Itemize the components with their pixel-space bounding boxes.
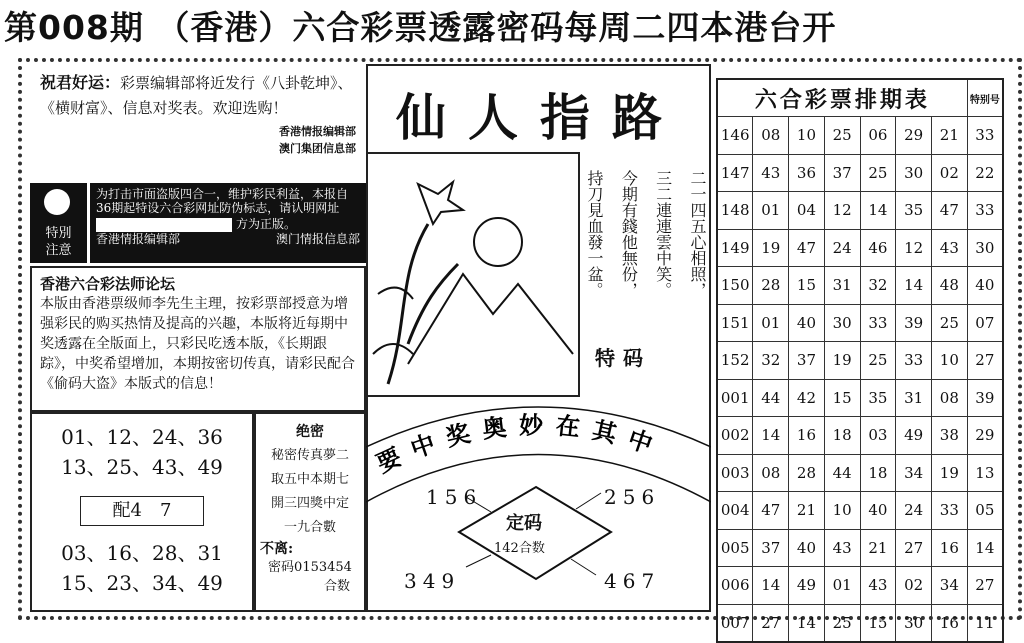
fixed-code-area bbox=[366, 397, 711, 612]
table-row bbox=[717, 417, 1003, 455]
notice-tag-line: 特別 bbox=[45, 226, 72, 241]
number-cell: 13 bbox=[967, 454, 1003, 492]
number-cell: 37 bbox=[789, 342, 825, 380]
notice-tag-line: 注意 bbox=[45, 243, 72, 258]
table-row bbox=[717, 454, 1003, 492]
number-cell: 33 bbox=[967, 192, 1003, 230]
number-cell: 33 bbox=[967, 117, 1003, 155]
number-cell: 47 bbox=[931, 192, 967, 230]
number-cell: 31 bbox=[824, 267, 860, 305]
poem bbox=[583, 170, 708, 350]
number-cell: 37 bbox=[753, 529, 789, 567]
number-cell: 07 bbox=[967, 304, 1003, 342]
forum-body: 本版由香港票级师李先生主理，按彩票部授意为增强彩民的购买热情及提高的兴趣，本版将近每期中奖透露在全版面上，只彩民吃透本版，《长期跟踪》，中奖希望增加，本期按密切传真，请彩民配合《偷码大盗》本版式的信息！ bbox=[40, 296, 355, 392]
number-cell: 08 bbox=[753, 454, 789, 492]
number-cell: 40 bbox=[789, 529, 825, 567]
table-row bbox=[717, 342, 1003, 380]
secret-code: 密码0153454 bbox=[268, 560, 352, 575]
table-row bbox=[717, 567, 1003, 605]
bulb-icon bbox=[44, 189, 70, 215]
notice-sign-2: 澳门情报信息部 bbox=[275, 231, 360, 246]
number-cell: 47 bbox=[753, 492, 789, 530]
number-cell: 16 bbox=[789, 417, 825, 455]
number-cell: 25 bbox=[824, 604, 860, 642]
poem-line: 今期有錢他無份， bbox=[619, 170, 639, 298]
number-cell: 05 bbox=[967, 492, 1003, 530]
secret-label: 不离: bbox=[260, 541, 294, 557]
issue-cell: 152 bbox=[717, 342, 753, 380]
number-line: 13、25、43、49 bbox=[61, 455, 223, 479]
issue-cell: 147 bbox=[717, 154, 753, 192]
number-cell: 30 bbox=[824, 304, 860, 342]
middle-title: 仙人指路 bbox=[396, 88, 684, 147]
number-cell: 08 bbox=[753, 117, 789, 155]
number-cell: 36 bbox=[789, 154, 825, 192]
number-cell: 19 bbox=[824, 342, 860, 380]
schedule-title: 六合彩票排期表 bbox=[717, 79, 967, 117]
number-cell: 12 bbox=[896, 229, 932, 267]
number-cell: 33 bbox=[896, 342, 932, 380]
number-cell: 02 bbox=[931, 154, 967, 192]
number-cell: 25 bbox=[860, 154, 896, 192]
code-bottom-right: 467 bbox=[604, 569, 661, 593]
poem-line: 持刀見血發一盆。 bbox=[585, 170, 604, 298]
number-cell: 14 bbox=[896, 267, 932, 305]
number-cell: 33 bbox=[931, 492, 967, 530]
number-cell: 02 bbox=[896, 567, 932, 605]
immortal-illustration bbox=[368, 154, 578, 394]
number-cell: 14 bbox=[789, 604, 825, 642]
number-cell: 32 bbox=[860, 267, 896, 305]
number-cell: 44 bbox=[753, 379, 789, 417]
number-line: 15、23、34、49 bbox=[61, 571, 223, 595]
special-number-header: 特别号 bbox=[967, 79, 1003, 117]
number-cell: 03 bbox=[860, 417, 896, 455]
number-cell: 21 bbox=[789, 492, 825, 530]
number-cell: 30 bbox=[896, 604, 932, 642]
number-cell: 28 bbox=[789, 454, 825, 492]
table-row bbox=[717, 529, 1003, 567]
number-cell: 49 bbox=[896, 417, 932, 455]
diamond-sub: 142合数 bbox=[494, 541, 545, 556]
number-cell: 10 bbox=[931, 342, 967, 380]
forum-heading: 香港六合彩法师论坛 bbox=[40, 275, 176, 293]
issue-cell: 003 bbox=[717, 454, 753, 492]
poem-line: 二一四五心相照， bbox=[687, 170, 707, 298]
number-cell: 46 bbox=[860, 229, 896, 267]
number-cell: 14 bbox=[860, 192, 896, 230]
number-cell: 15 bbox=[789, 267, 825, 305]
number-cell: 27 bbox=[967, 342, 1003, 380]
issue-cell: 006 bbox=[717, 567, 753, 605]
number-cell: 24 bbox=[824, 229, 860, 267]
number-cell: 10 bbox=[824, 492, 860, 530]
table-row bbox=[717, 117, 1003, 155]
bird-icon bbox=[418, 182, 463, 224]
number-cell: 19 bbox=[753, 229, 789, 267]
issue-cell: 151 bbox=[717, 304, 753, 342]
greeting-sign-1: 香港情报编辑部 bbox=[279, 125, 356, 138]
number-cell: 21 bbox=[860, 529, 896, 567]
number-cell: 14 bbox=[753, 417, 789, 455]
number-cell: 33 bbox=[860, 304, 896, 342]
number-cell: 48 bbox=[931, 267, 967, 305]
secret-line: 一九合數 bbox=[283, 520, 336, 535]
number-cell: 01 bbox=[753, 304, 789, 342]
table-row bbox=[717, 267, 1003, 305]
number-line: 03、16、28、31 bbox=[61, 541, 223, 565]
number-cell: 28 bbox=[753, 267, 789, 305]
poem-line: 三二連連雲中笑。 bbox=[653, 170, 673, 298]
number-cell: 18 bbox=[860, 454, 896, 492]
issue-cell: 150 bbox=[717, 267, 753, 305]
number-cell: 40 bbox=[967, 267, 1003, 305]
number-cell: 29 bbox=[967, 417, 1003, 455]
number-cell: 21 bbox=[931, 117, 967, 155]
number-cell: 31 bbox=[896, 379, 932, 417]
diamond-title: 定码 bbox=[506, 513, 542, 534]
number-cell: 25 bbox=[860, 342, 896, 380]
pair-box: 配4 7 bbox=[80, 496, 204, 526]
number-cell: 43 bbox=[824, 529, 860, 567]
number-cell: 35 bbox=[860, 379, 896, 417]
number-cell: 14 bbox=[967, 529, 1003, 567]
number-cell: 43 bbox=[753, 154, 789, 192]
notice-sign-1: 香港情报编辑部 bbox=[96, 231, 181, 246]
issue-cell: 146 bbox=[717, 117, 753, 155]
number-line: 01、12、24、36 bbox=[61, 425, 223, 449]
number-cell: 15 bbox=[824, 379, 860, 417]
notice-tag bbox=[30, 183, 87, 263]
table-row bbox=[717, 379, 1003, 417]
secret-line: 取五中本期七 bbox=[270, 472, 349, 487]
table-row bbox=[717, 604, 1003, 642]
issue-cell: 007 bbox=[717, 604, 753, 642]
number-cell: 32 bbox=[753, 342, 789, 380]
number-cell: 01 bbox=[753, 192, 789, 230]
number-cell: 27 bbox=[753, 604, 789, 642]
number-cell: 27 bbox=[896, 529, 932, 567]
special-label: 特码 bbox=[595, 346, 651, 370]
table-row bbox=[717, 192, 1003, 230]
code-top-left: 156 bbox=[426, 485, 483, 509]
code-bottom-left: 349 bbox=[404, 569, 461, 593]
number-cell: 12 bbox=[824, 192, 860, 230]
number-cell: 38 bbox=[931, 417, 967, 455]
notice-box bbox=[90, 183, 366, 263]
number-cell: 25 bbox=[824, 117, 860, 155]
number-cell: 43 bbox=[860, 567, 896, 605]
number-cell: 01 bbox=[824, 567, 860, 605]
number-cell: 16 bbox=[931, 529, 967, 567]
arc-text: 要中奖奥妙在其中 bbox=[372, 411, 668, 479]
branch-icon bbox=[388, 224, 458, 384]
secret-box bbox=[254, 412, 366, 612]
table-row bbox=[717, 304, 1003, 342]
number-cell: 04 bbox=[789, 192, 825, 230]
number-cell: 16 bbox=[931, 604, 967, 642]
issue-cell: 004 bbox=[717, 492, 753, 530]
schedule-table bbox=[716, 78, 1004, 643]
greeting-heading: 祝君好运： bbox=[40, 73, 121, 92]
issue-cell: 002 bbox=[717, 417, 753, 455]
number-cell: 35 bbox=[896, 192, 932, 230]
number-cell: 29 bbox=[896, 117, 932, 155]
issue-cell: 001 bbox=[717, 379, 753, 417]
number-cell: 42 bbox=[789, 379, 825, 417]
notice-tail: 方为正版。 bbox=[236, 217, 297, 231]
table-row bbox=[717, 229, 1003, 267]
secret-line: 秘密传真夢二 bbox=[270, 448, 349, 463]
number-cell: 49 bbox=[789, 567, 825, 605]
numbers-box bbox=[30, 412, 254, 612]
notice-body: 为打击市面盗版四合一，维护彩民利益，本报自36期起特设六合彩网址防伪标志，请认明网址 bbox=[96, 187, 349, 215]
number-cell: 34 bbox=[931, 567, 967, 605]
secret-line: 開三四獎中定 bbox=[270, 496, 349, 511]
number-cell: 43 bbox=[931, 229, 967, 267]
page-title: 第008期 （香港）六合彩票透露密码每周二四本港台开 bbox=[4, 8, 837, 47]
issue-cell: 148 bbox=[717, 192, 753, 230]
number-cell: 24 bbox=[896, 492, 932, 530]
number-cell: 47 bbox=[789, 229, 825, 267]
number-cell: 39 bbox=[967, 379, 1003, 417]
url-blank bbox=[96, 218, 232, 232]
sun-icon bbox=[474, 218, 522, 266]
number-cell: 14 bbox=[753, 567, 789, 605]
secret-code-tail: 合数 bbox=[323, 579, 350, 594]
number-cell: 40 bbox=[789, 304, 825, 342]
number-cell: 44 bbox=[824, 454, 860, 492]
number-cell: 11 bbox=[967, 604, 1003, 642]
number-cell: 30 bbox=[967, 229, 1003, 267]
number-cell: 34 bbox=[896, 454, 932, 492]
number-cell: 37 bbox=[824, 154, 860, 192]
number-cell: 08 bbox=[931, 379, 967, 417]
greeting-sign-2: 澳门集团信息部 bbox=[279, 142, 356, 155]
number-cell: 25 bbox=[931, 304, 967, 342]
number-cell: 19 bbox=[931, 454, 967, 492]
number-cell: 06 bbox=[860, 117, 896, 155]
issue-cell: 149 bbox=[717, 229, 753, 267]
table-row bbox=[717, 154, 1003, 192]
mountain-icon bbox=[408, 274, 573, 364]
number-cell: 15 bbox=[860, 604, 896, 642]
issue-cell: 005 bbox=[717, 529, 753, 567]
number-cell: 10 bbox=[789, 117, 825, 155]
forum-box bbox=[30, 266, 366, 412]
code-top-right: 256 bbox=[604, 485, 661, 509]
number-cell: 18 bbox=[824, 417, 860, 455]
number-cell: 30 bbox=[896, 154, 932, 192]
number-cell: 27 bbox=[967, 567, 1003, 605]
greeting-body: 彩票编辑部将近发行《八卦乾坤》、《横财富》、信息对奖表。欢迎选购！ bbox=[40, 74, 353, 117]
secret-heading: 绝密 bbox=[296, 424, 324, 440]
table-row bbox=[717, 492, 1003, 530]
greeting-box bbox=[30, 64, 366, 182]
number-cell: 39 bbox=[896, 304, 932, 342]
number-cell: 40 bbox=[860, 492, 896, 530]
number-cell: 22 bbox=[967, 154, 1003, 192]
